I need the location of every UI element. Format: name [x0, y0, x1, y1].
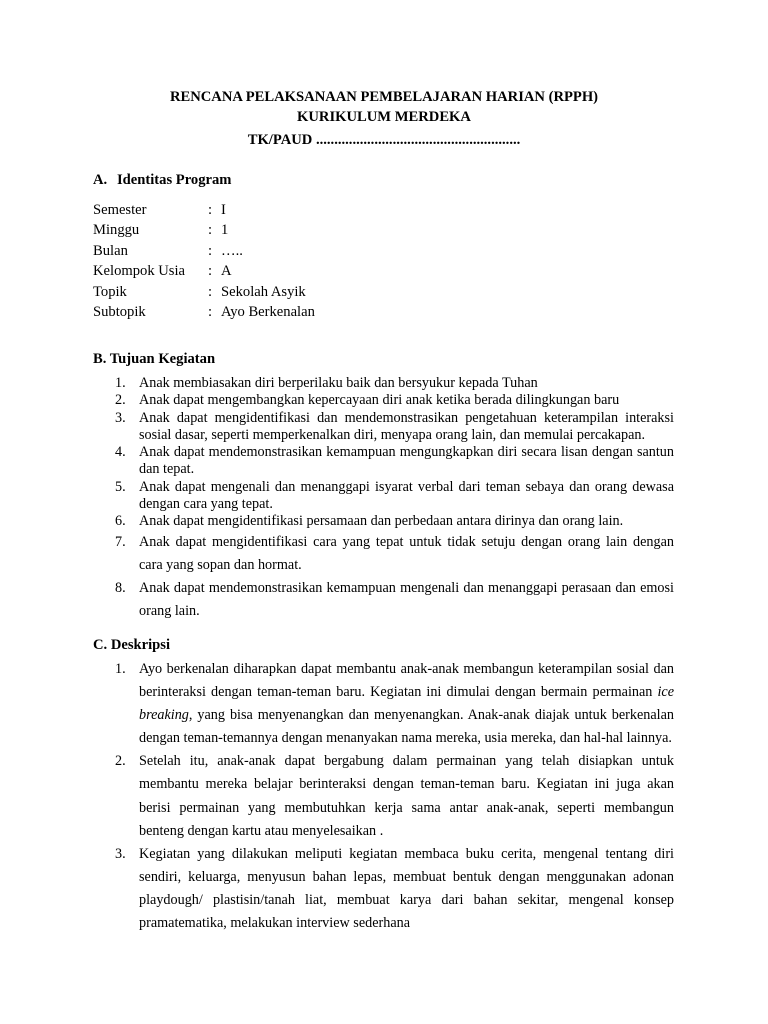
list-item-number: 5. [115, 478, 126, 495]
identity-row-semester [93, 200, 315, 220]
list-item [0, 375, 674, 392]
list-item-number: 3. [115, 845, 126, 862]
identity-value: I [221, 202, 226, 218]
list-item-text-continued: , yang bisa menyenangkan dan menyenangkan. Anak-anak diajak untuk berkenalan dengan teman-temannya dengan menanyakan nama mereka, usia mereka, dan hal-hal lainnya. [139, 707, 674, 747]
list-item [0, 479, 674, 514]
description-list [0, 658, 674, 935]
identity-label: Kelompok Usia [93, 263, 186, 280]
list-item-text: Ayo berkenalan diharapkan dapat membantu anak-anak membangun keterampilan sosial dan berinteraksi dengan teman-teman baru. Kegiatan ini dimulai dengan bermain permainan [139, 661, 674, 701]
list-item-text: Anak dapat mengidentifikasi dan mendemonstrasikan pengetahuan keterampilan interaksi sosial dasar, seperti memperkenalkan diri, menyapa orang lain, dan memulai percakapan. [139, 409, 674, 443]
list-item [0, 410, 674, 445]
list-item [0, 392, 674, 409]
list-item-text: Anak dapat mengembangkan kepercayaan diri anak ketika berada dilingkungan baru [139, 392, 620, 409]
school-name-line: TK/PAUD ........................................................ [247, 132, 521, 148]
section-a-title: Identitas Program [117, 172, 232, 188]
list-item-number: 2. [115, 392, 126, 409]
list-item [0, 658, 674, 750]
program-identity-table [93, 200, 315, 322]
identity-label: Subtopik [93, 303, 146, 320]
list-item-number: 8. [115, 580, 126, 597]
list-item [0, 577, 674, 623]
list-item-number: 1. [115, 661, 126, 677]
identity-value: A [221, 263, 232, 280]
identity-colon: : [208, 242, 213, 259]
list-item-text: Setelah itu, anak-anak dapat bergabung dalam permainan yang telah disiapkan untuk membantu mereka belajar berinteraksi dengan teman-teman baru. Kegiatan ini juga akan berisi permainan yang membutuhkan kerja sama antar anak-anak, seperti membangun benteng dengan kartu atau menyelesaikan . [139, 753, 674, 839]
identity-colon: : [208, 303, 213, 320]
list-item [0, 750, 674, 842]
list-item-number: 3. [115, 409, 126, 426]
section-b-heading: B. Tujuan Kegiatan [93, 351, 216, 367]
list-item [0, 513, 674, 530]
list-item [0, 444, 674, 479]
list-item-text: Anak dapat mengidentifikasi persamaan dan perbedaan antara dirinya dan orang lain. [139, 513, 624, 530]
list-item [0, 531, 674, 577]
list-item-number: 7. [115, 533, 126, 550]
identity-value: Sekolah Asyik [221, 283, 306, 300]
section-a-number: A. [93, 172, 108, 188]
list-item-number: 6. [115, 513, 126, 530]
identity-row-minggu [93, 220, 315, 240]
section-a-heading [93, 172, 231, 189]
objectives-list [0, 375, 674, 623]
list-item-number: 1. [115, 375, 126, 391]
identity-label: Topik [93, 283, 127, 300]
list-item-text: Kegiatan yang dilakukan meliputi kegiatan membaca buku cerita, mengenal tentang diri sendiri, keluarga, menyusun bahan lepas, membuat bentuk dengan menggunakan adonan playdough/ plastisin/tanah liat, membuat karya dari bahan sekitar, mengenal konsep pramatematika, melakukan interview sederhana [139, 845, 674, 932]
identity-label: Minggu [93, 222, 140, 239]
list-item-number: 4. [115, 444, 126, 461]
list-item-text: Anak dapat mendemonstrasikan kemampuan mengenali dan menanggapi perasaan dan emosi orang lain. [139, 580, 674, 620]
identity-row-subtopik [93, 302, 315, 322]
list-item [0, 843, 674, 935]
identity-label: Bulan [93, 242, 128, 259]
identity-row-topik [93, 282, 315, 302]
identity-colon: : [208, 222, 213, 239]
identity-label: Semester [93, 202, 147, 218]
identity-row-bulan [93, 241, 315, 261]
document-header [0, 87, 768, 150]
identity-colon: : [208, 283, 213, 300]
curriculum-title: KURIKULUM MERDEKA [297, 109, 471, 125]
identity-value: ….. [221, 242, 243, 259]
identity-colon: : [208, 202, 213, 218]
list-item-text: Anak dapat mengidentifikasi cara yang tepat untuk tidak setuju dengan orang lain dengan cara yang sopan dan hormat. [139, 533, 674, 573]
identity-value: 1 [221, 222, 229, 239]
identity-colon: : [208, 263, 213, 280]
section-c-heading: C. Deskripsi [93, 637, 171, 653]
document-title: RENCANA PELAKSANAAN PEMBELAJARAN HARIAN (RPPH) [169, 89, 599, 105]
identity-value: Ayo Berkenalan [221, 303, 315, 320]
italic-term: ice breaking [139, 684, 674, 724]
list-item-number: 2. [115, 753, 126, 770]
list-item-text: Anak dapat mendemonstrasikan kemampuan mengungkapkan diri secara lisan dengan santun dan tepat. [139, 444, 674, 478]
identity-row-kelompok-usia [93, 261, 315, 281]
list-item-text: Anak membiasakan diri berperilaku baik dan bersyukur kepada Tuhan [139, 375, 538, 391]
list-item-text: Anak dapat mengenali dan menanggapi isyarat verbal dari teman sebaya dan orang dewasa dengan cara yang tepat. [139, 478, 674, 513]
